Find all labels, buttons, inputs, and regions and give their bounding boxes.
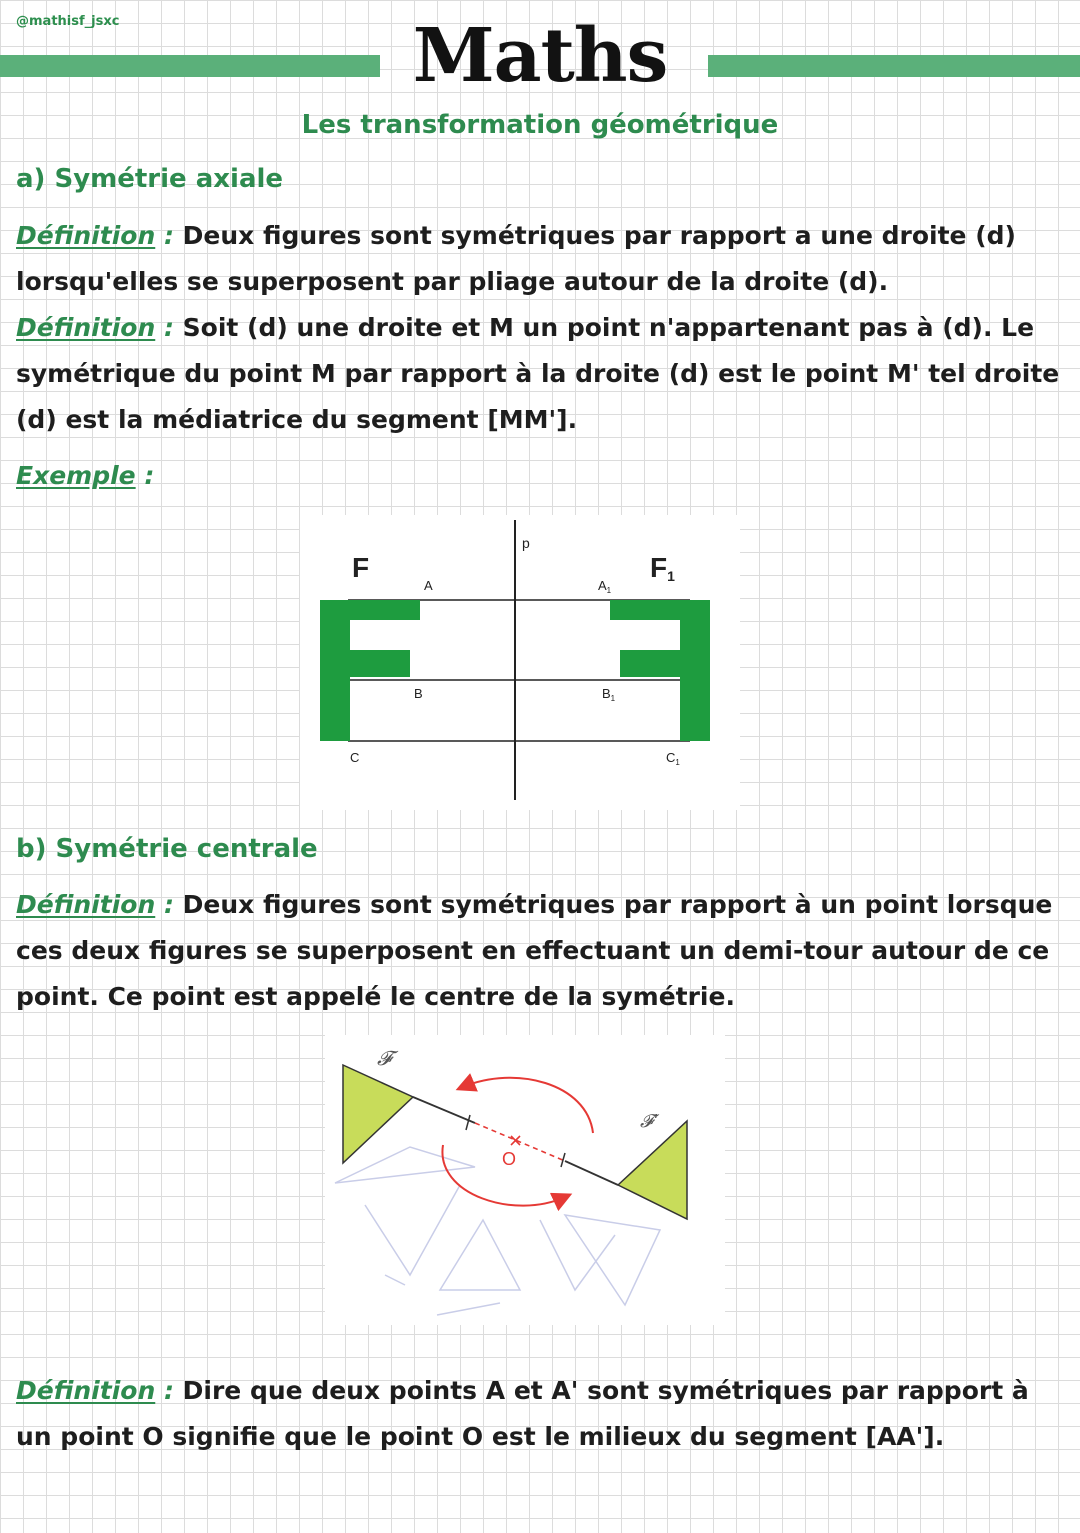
definition-colon: : (155, 313, 174, 342)
definition-colon: : (155, 890, 174, 919)
section-b-heading: b) Symétrie centrale (16, 834, 318, 864)
definition-label: Définition (16, 1376, 156, 1405)
label-b: B (414, 686, 423, 701)
label-c1: $C_1$ (666, 750, 680, 767)
definition-colon: : (155, 1376, 174, 1405)
definition-text: Dire que deux points A et A' sont symétriques par rapport à un point O signifie que le point O est le milieux du segment [AA']. (16, 1376, 1029, 1451)
label-f-fig: 𝓕 (377, 1048, 392, 1070)
label-f1: F1 (650, 552, 675, 584)
definition-label: Définition (16, 313, 156, 342)
axial-symmetry-figure (300, 515, 740, 810)
label-p: p (522, 535, 530, 551)
label-a1: $A_1$ (598, 578, 612, 595)
definition-axial-2 (16, 305, 1066, 443)
label-o: O (502, 1149, 517, 1169)
section-a-heading: a) Symétrie axiale (16, 164, 284, 194)
definition-axial-1 (16, 213, 1066, 305)
definition-text: Soit (d) une droite et M un point n'appartenant pas à (d). Le symétrique du point M par rapport à la droite (d) est le point M' tel droite (d) est la médiatrice du segment [MM']. (16, 313, 1060, 434)
definition-label: Définition (16, 890, 156, 919)
definition-text: Deux figures sont symétriques par rapport a une droite (d) lorsqu'elles se superposent par pliage autour de la droite (d). (16, 221, 1016, 296)
page-title: Maths (412, 13, 668, 99)
label-f-prime: 𝓕' (640, 1111, 657, 1131)
definition-central-2 (16, 1368, 1066, 1460)
example-colon: : (135, 461, 155, 490)
central-symmetry-figure (325, 1035, 725, 1325)
example-label: Exemple (16, 461, 136, 490)
definition-text: Deux figures sont symétriques par rapport à un point lorsque ces deux figures se superposent en effectuant un demi-tour autour de ce point. Ce point est appelé le centre de la symétrie. (16, 890, 1053, 1011)
label-f: F (352, 552, 370, 583)
definition-central-1 (16, 882, 1066, 1020)
page-subtitle: Les transformation géométrique (301, 110, 779, 140)
definition-colon: : (155, 221, 174, 250)
author-handle: @mathisf_jsxc (16, 14, 120, 29)
label-a: A (424, 578, 433, 593)
label-b1: $B_1$ (602, 686, 616, 703)
label-c: C (350, 750, 360, 765)
example-label-line (16, 453, 1066, 499)
definition-label: Définition (16, 221, 156, 250)
